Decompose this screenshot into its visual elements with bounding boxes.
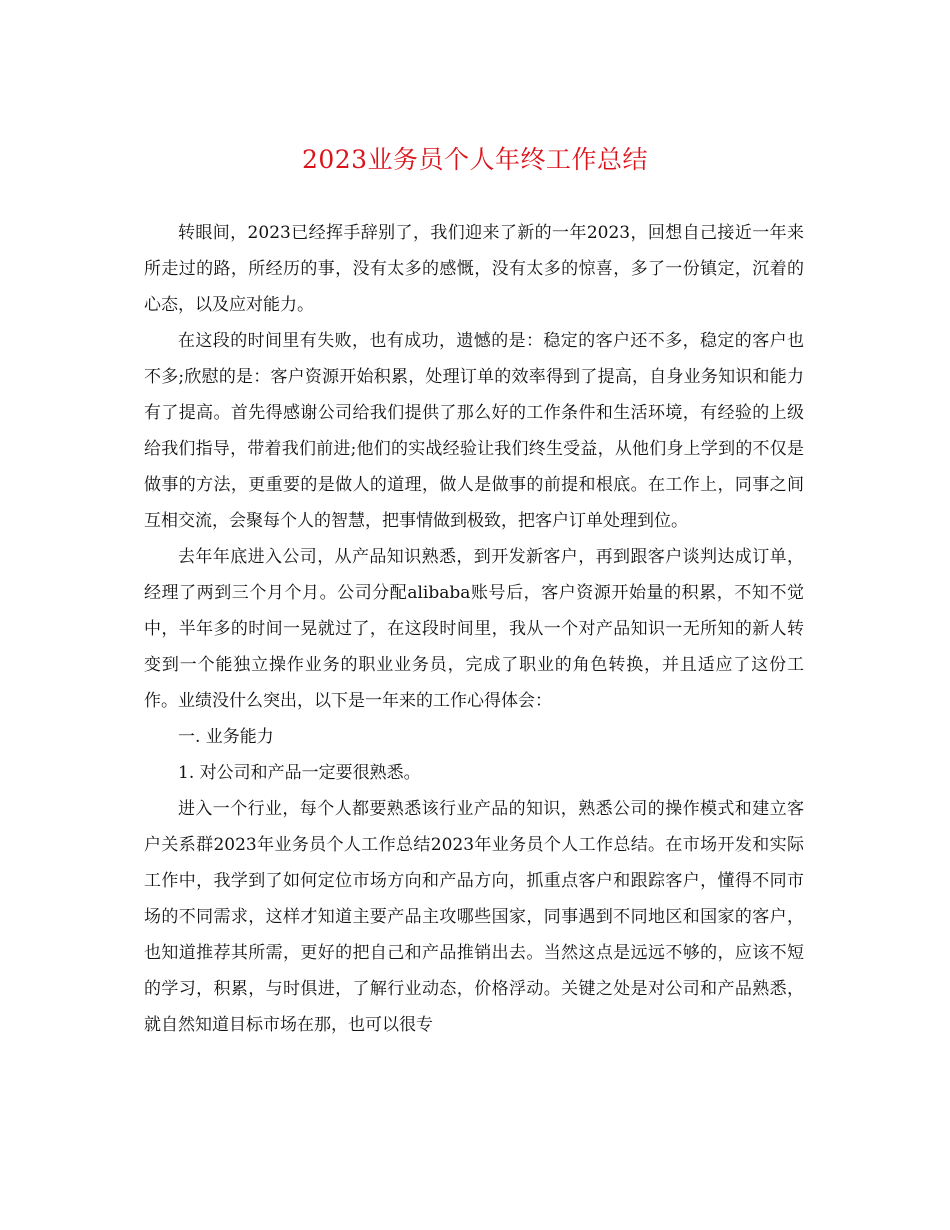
section-heading: 一. 业务能力 <box>178 727 274 747</box>
document-title: 2023业务员个人年终工作总结 <box>301 145 649 174</box>
paragraph-experience: 去年年底进入公司，从产品知识熟悉，到开发新客户，再到跟客户谈判达成订单，经理了两到三个月个月。公司分配alibaba账号后，客户资源开始量的积累，不知不觉中，半年多的时间一晃就过了，在这段时间里，我从一个对产品知识一无所知的新人转变到一个能独立操作业务的职业业务员，完成了职业的角色转换，并且适应了这份工作。业绩没什么突出，以下是一年来的工作心得体会： <box>144 547 804 711</box>
paragraph-product-knowledge: 进入一个行业，每个人都要熟悉该行业产品的知识，熟悉公司的操作模式和建立客户关系群2023年业务员个人工作总结2023年业务员个人工作总结。在市场开发和实际工作中，我学到了如何定位市场方向和产品方向，抓重点客户和跟踪客户，懂得不同市场的不同需求，这样才知道主要产品主攻哪些国家，同事遇到不同地区和国家的客户，也知道推荐其所需，更好的把自己和产品推销出去。当然这点是远远不够的，应该不短的学习，积累，与时俱进，了解行业动态，价格浮动。关键之处是对公司和产品熟悉，就自然知道目标市场在那，也可以很专 <box>144 799 804 1035</box>
paragraph-intro: 转眼间，2023已经挥手辞别了，我们迎来了新的一年2023，回想自己接近一年来所走过的路，所经历的事，没有太多的感慨，没有太多的惊喜，多了一份镇定，沉着的心态，以及应对能力。 <box>144 223 804 315</box>
paragraph-reflection: 在这段的时间里有失败，也有成功，遗憾的是：稳定的客户还不多，稳定的客户也不多;欣慰的是：客户资源开始积累，处理订单的效率得到了提高，自身业务知识和能力有了提高。首先得感谢公司给我们提供了那么好的工作条件和生活环境，有经验的上级给我们指导，带着我们前进;他们的实战经验让我们终生受益，从他们身上学到的不仅是做事的方法，更重要的是做人的道理，做人是做事的前提和根底。在工作上，同事之间互相交流，会聚每个人的智慧，把事情做到极致，把客户订单处理到位。 <box>144 331 804 531</box>
subsection-heading: 1. 对公司和产品一定要很熟悉。 <box>178 763 421 783</box>
document-body <box>144 215 804 1043</box>
